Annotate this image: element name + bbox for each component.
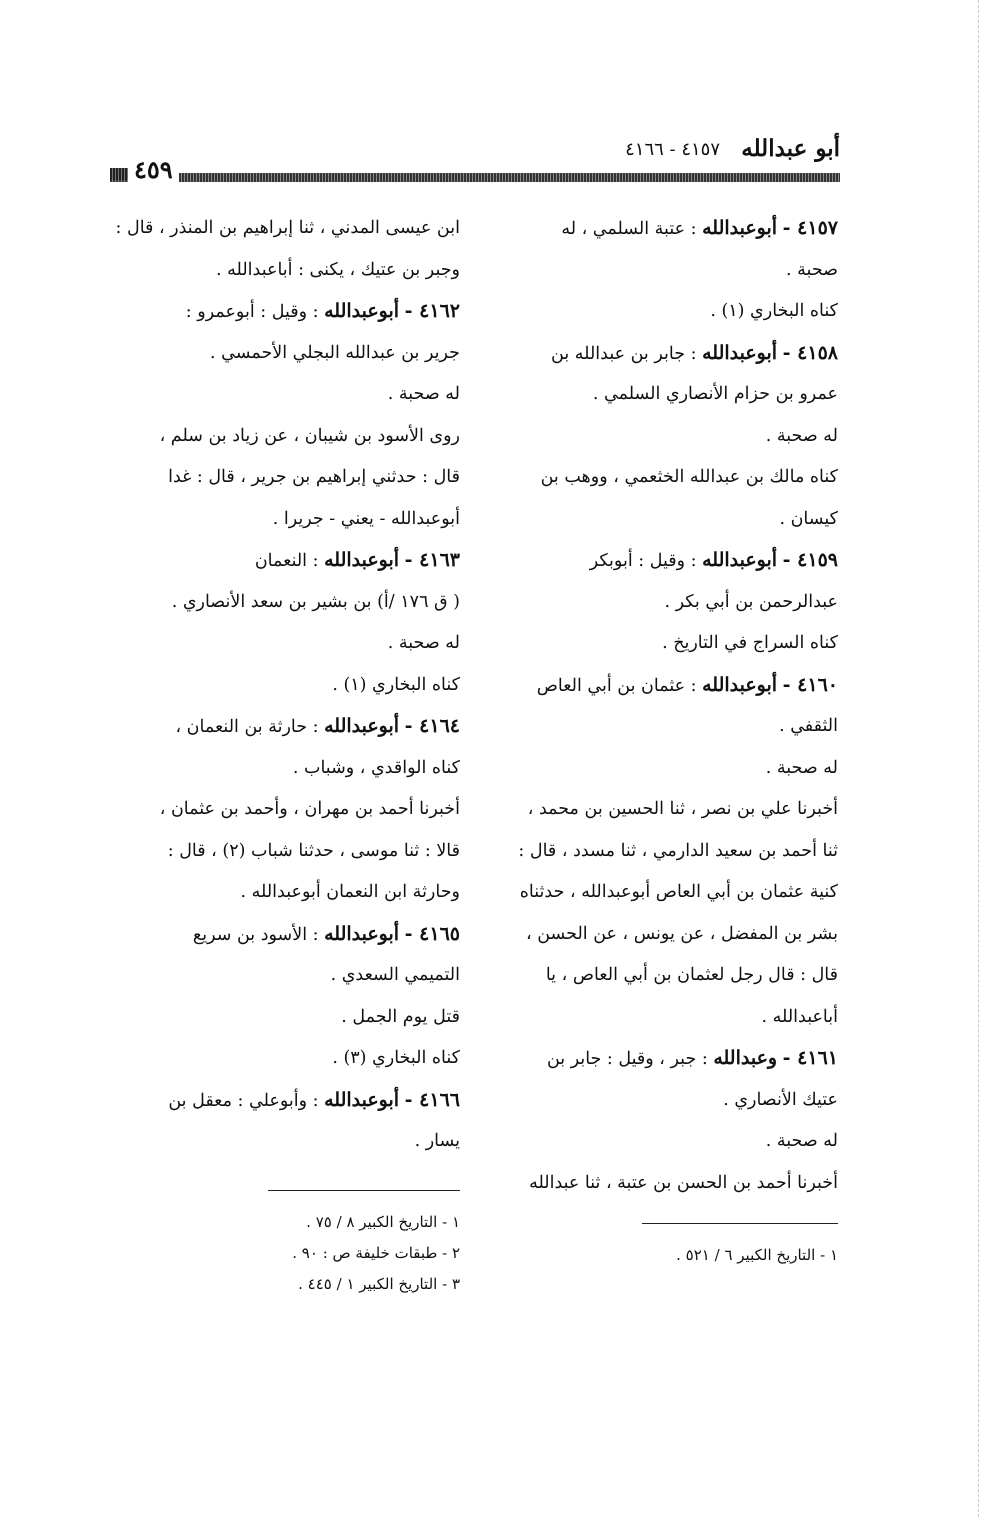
entry-kunya: أبوعبدالله — [324, 549, 400, 571]
text-line: أبوعبدالله - يعني - جريرا . — [272, 508, 460, 529]
text-line: له صحبة . — [765, 425, 838, 446]
text-line: التميمي السعدي . — [330, 965, 460, 985]
entry-heading-line — [493, 208, 838, 250]
running-header — [110, 135, 840, 185]
entry-text: : حارثة بن النعمان ، — [175, 717, 319, 737]
entry-number: ٤١٦٦ - — [404, 1088, 460, 1111]
entry-heading-line — [110, 291, 460, 333]
header-rule — [110, 173, 840, 182]
entry-heading-line — [110, 540, 460, 582]
entry-text: : وقيل : أبوعمرو : — [185, 302, 319, 322]
entry-text: : وقيل : أبوبكر — [589, 551, 697, 571]
entry-text: : الأسود بن سريع — [192, 924, 319, 945]
text-line: له صحبة . — [765, 757, 838, 778]
entry-number: ٤١٦٥ - — [404, 922, 460, 945]
text-line: ( ق ١٧٦ /أ) بن بشير بن سعد الأنصاري . — [171, 591, 460, 612]
entry-text: : جابر بن عبدالله بن — [551, 343, 697, 364]
page-number: ٤٥٩ — [128, 155, 179, 184]
entry-kunya: أبوعبدالله — [702, 341, 778, 364]
entry-heading-line — [493, 540, 838, 582]
text-line: الثقفي . — [779, 716, 838, 736]
header-entry-range: ٤١٥٧ - ٤١٦٦ — [625, 139, 720, 160]
entry-kunya: أبوعبدالله — [324, 715, 400, 737]
text-line: صحبة . — [786, 259, 838, 280]
text-line: قتل يوم الجمل . — [341, 1006, 460, 1027]
text-line: أباعبدالله . — [761, 1006, 838, 1027]
entry-text: : جبر ، وقيل : جابر بن — [546, 1049, 708, 1069]
entry-number: ٤١٥٧ - — [782, 217, 838, 239]
text-line: عمرو بن حزام الأنصاري السلمي . — [592, 384, 838, 404]
entry-heading-line — [493, 665, 838, 707]
entry-heading-line — [493, 333, 838, 375]
entry-text: : وأبوعلي : معقل بن — [168, 1090, 319, 1111]
text-line: وجبر بن عتيك ، يكنى : أباعبدالله . — [216, 259, 460, 280]
text-line: أخبرنا أحمد بن الحسن بن عتبة ، ثنا عبدالله — [529, 1172, 838, 1193]
entry-number: ٤١٦٤ - — [404, 715, 460, 737]
entry-heading-line — [110, 914, 460, 956]
footnotes-right — [676, 1240, 838, 1271]
text-line: عبدالرحمن بن أبي بكر . — [664, 591, 838, 612]
entry-text: : عثمان بن أبي العاص — [536, 675, 697, 696]
entry-heading-line — [110, 706, 460, 748]
entry-number: ٤١٦١ - — [782, 1047, 838, 1069]
text-line: قال : قال رجل لعثمان بن أبي العاص ، يا — [545, 965, 838, 985]
entry-text: : عتبة السلمي ، له — [561, 219, 697, 239]
entry-heading-line — [110, 1080, 460, 1122]
text-line: كناه البخاري (٣) . — [332, 1048, 460, 1068]
text-line: بشر بن المفضل ، عن يونس ، عن الحسن ، — [526, 923, 838, 944]
text-line: أخبرنا علي بن نصر ، ثنا الحسين بن محمد ، — [527, 799, 838, 819]
entry-number: ٤١٦٢ - — [404, 300, 460, 322]
left-column — [110, 208, 460, 1163]
text-line: كناه الواقدي ، وشباب . — [292, 757, 460, 778]
entry-kunya: وعبدالله — [713, 1047, 778, 1069]
text-line: عتيك الأنصاري . — [723, 1089, 838, 1110]
footnotes-left — [292, 1207, 460, 1300]
text-line: كناه مالك بن عبدالله الخثعمي ، ووهب بن — [540, 467, 838, 487]
text-line: له صحبة . — [765, 1131, 838, 1151]
entry-number: ٤١٥٨ - — [782, 341, 838, 364]
text-line: ابن عيسى المدني ، ثنا إبراهيم بن المنذر ، قال : — [115, 218, 460, 238]
entry-heading-line — [493, 1038, 838, 1080]
text-line: أخبرنا أحمد بن مهران ، وأحمد بن عثمان ، — [159, 799, 460, 819]
entry-number: ٤١٥٩ - — [782, 549, 838, 571]
footnote-separator-right — [642, 1223, 838, 1224]
footnote: ١ - التاريخ الكبير ٨ / ٧٥ . — [306, 1213, 460, 1231]
text-line: جرير بن عبدالله البجلي الأحمسي . — [210, 342, 460, 363]
entry-kunya: أبوعبدالله — [702, 549, 778, 571]
text-line: له صحبة . — [387, 384, 460, 404]
text-line: كنية عثمان بن أبي العاص أبوعبدالله ، حدثناه — [519, 882, 838, 902]
entry-kunya: أبوعبدالله — [324, 300, 400, 322]
entry-kunya: أبوعبدالله — [324, 922, 400, 945]
text-line: كيسان . — [779, 508, 838, 529]
text-line: روى الأسود بن شيبان ، عن زياد بن سلم ، — [159, 425, 460, 446]
header-title: أبو عبدالله — [741, 135, 840, 162]
entry-number: ٤١٦٠ - — [782, 673, 838, 696]
entry-kunya: أبوعبدالله — [702, 673, 778, 696]
footnote-separator-left — [268, 1190, 460, 1191]
text-line: قال : حدثني إبراهيم بن جرير ، قال : غدا — [168, 467, 460, 487]
text-line: له صحبة . — [387, 633, 460, 653]
text-line: قالا : ثنا موسى ، حدثنا شباب (٢) ، قال : — [167, 840, 460, 861]
text-line: وحارثة ابن النعمان أبوعبدالله . — [240, 882, 460, 902]
entry-number: ٤١٦٣ - — [404, 549, 460, 571]
footnote: ٣ - التاريخ الكبير ١ / ٤٤٥ . — [298, 1275, 460, 1293]
entry-kunya: أبوعبدالله — [324, 1088, 400, 1111]
text-line: يسار . — [414, 1131, 460, 1151]
scan-edge-line — [978, 0, 979, 1517]
text-line: كناه السراج في التاريخ . — [662, 633, 838, 653]
footnote: ١ - التاريخ الكبير ٦ / ٥٢١ . — [676, 1246, 838, 1264]
entry-text: : النعمان — [254, 551, 319, 571]
right-column — [493, 208, 838, 1204]
text-line: كناه البخاري (١) . — [332, 674, 460, 695]
text-line: كناه البخاري (١) . — [710, 301, 838, 321]
footnote: ٢ - طبقات خليفة ص : ٩٠ . — [292, 1244, 460, 1262]
text-line: ثنا أحمد بن سعيد الدارمي ، ثنا مسدد ، قال : — [518, 840, 838, 861]
entry-kunya: أبوعبدالله — [702, 217, 778, 239]
